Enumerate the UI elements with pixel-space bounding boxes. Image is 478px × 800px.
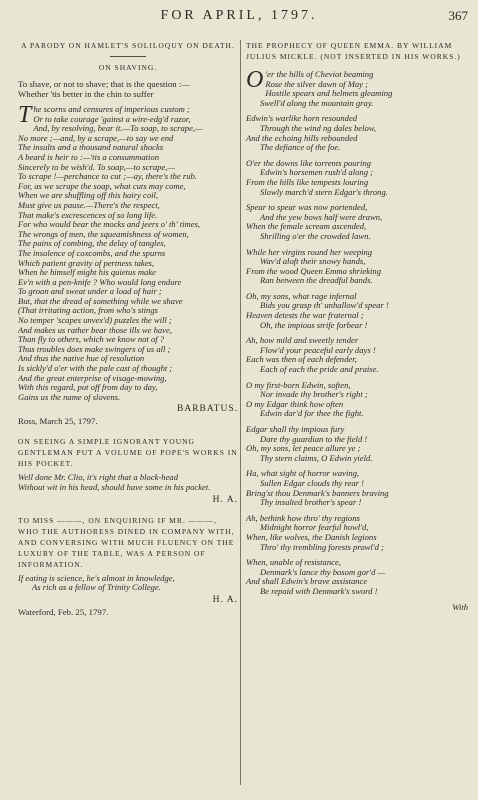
stanza [246,203,468,241]
right-column [246,40,468,612]
stanza-line: Dare thy guardian to the field ! [260,433,368,444]
stanza-line: Nor invade thy brother's right ; [260,389,368,400]
drop-cap: O [246,67,264,93]
prophecy-poem [246,67,468,597]
miss-poem [18,574,238,593]
stanza [246,425,468,463]
poem-line: The wrongs of men, the squeamishness of women, [18,228,189,239]
stanza-line: Ran between the dreadful bands. [260,275,373,286]
parody-title: A PARODY ON HAMLET'S SOLILOQUY ON DEATH. [21,41,235,50]
stanza-line: Hostile spears and helmets gleaming [265,88,393,99]
poem-line: When we are shuffling off this hairy coil, [18,190,159,201]
poem-line: Must give us pause.—There's the respect, [18,199,160,210]
stanza [246,514,468,552]
signature-ha-2: H. A. [212,594,238,605]
stanza-line: Thy stern claims, O Edwin yield. [260,452,373,463]
poem-line: Gains us the name of slovens. [18,391,121,402]
running-head: FOR APRIL, 1797. [160,8,318,23]
poem-line: When he himself might his quietus make [18,267,156,278]
stanza-line: Be repaid with Denmark's sword ! [260,585,378,596]
poem-line: No more ;—and, by a scrape,—to say we end [18,132,174,143]
poem-line: The insolence of coxcombs, and the spurns [18,247,166,258]
stanza-line: Sullen Edgar clouds thy rear ! [260,477,364,488]
epigram-title: ON SEEING A SIMPLE IGNORANT YOUNG GENTLEMAN PUT A VOLUME OF POPE'S WORKS IN HIS POCKET. [18,437,238,469]
poem-line: With this regard, put off from day to day, [18,382,158,393]
stanza [246,469,468,507]
stanza-line: Thro' thy trembling forests prowl'd ; [260,541,384,552]
poem-line: Is sickly'd o'er with the pale cast of thought ; [18,363,173,374]
on-shaving-heading: ON SHAVING. [98,63,158,72]
poem-line: For who would bear the mocks and jeers o' th' times, [18,219,200,230]
epigram [18,473,238,492]
miss-line: If eating is science, he's almost in knowledge, [18,572,175,583]
poem-line: The insults and a thousand natural shocks [18,142,164,153]
stanza-line: When, like wolves, the Danish legions [246,531,377,542]
drop-cap: T [18,102,32,128]
poem-line: For, as we scrape the soap, what cuts may come, [18,180,186,191]
stanza [246,336,468,374]
intro-line: Whether 'tis better in the chin to suffer [18,89,154,99]
prophecy-title: THE PROPHECY OF QUEEN EMMA. BY WILLIAM JULIUS MICKLE. (NOT INSERTED IN HIS WORKS.) [246,41,461,61]
poem-line: Thus troubles does make swingers of us all ; [18,343,171,354]
stanza [246,114,468,152]
intro-line: To shave, or not to shave; that is the question :— [18,79,191,89]
stanza-line: O my first-born Edwin, soften, [246,379,351,390]
stanza-line: Rose the silver dawn of May ; [265,78,368,89]
stanza-line: Swell'd along the mountain gray. [260,97,374,108]
stanza-line: From the wood Queen Emma shrieking [246,265,382,276]
stanza-line: O'er the downs like torrents pouring [246,157,371,168]
poem-line: And the great enterprise of visage-mowing, [18,372,167,383]
epigram-line: Well done Mr. Clio, it's right that a block-head [18,472,179,483]
stanza-line: Flow'd your peaceful early days ! [260,344,376,355]
stanza-line: Edwin's horsemen rush'd along ; [260,167,374,178]
stanza-line: Ha, what sight of horror waving, [246,468,360,479]
epigram-line: Without wit in his head, should have some in his pocket. [18,482,211,492]
stanza-line: From the hills like tempests louring [246,176,369,187]
stanza [246,67,468,108]
poem-line: Than fly to others, which we know not of ? [18,334,165,345]
stanza-line: O my Edgar think how often [246,398,344,409]
poem-line: That make's excrescences of so long life. [18,209,158,220]
poem-line: Which patient gravity of pertness takes, [18,257,155,268]
stanza [246,159,468,197]
dateline-waterford: Waterford, Feb. 25, 1797. [18,606,109,617]
stanza-line: Oh, my sons, let peace allure ye ; [246,443,361,454]
stanza [246,292,468,330]
miss-line: As rich as a fellow of Trinity College. [32,582,161,593]
intro-lines [18,79,238,99]
signature-barbatus: BARBATUS. [177,404,238,415]
stanza-line: Bids you grasp th' unhallow'd spear ! [260,300,389,311]
miss-title: TO MISS ———, ON ENQUIRING IF MR. ———, WHO THE AUTHORESS DINED IN COMPANY WITH, AND CONVERSING WITH MUCH FLUENCY ON THE LUXURY OF THE TABLE, WAS A PERSON OF INFORMATION. [18,515,235,569]
title-rule [110,56,146,57]
stanza-line: Thy insulted brother's spear ! [260,497,362,508]
stanza-line: Oh, my sons, what rage infernal [246,290,357,301]
stanza-line: The defiance of the foe. [260,142,341,153]
stanza-line: Each of each the pride and praise. [260,364,379,375]
poem-line: Sincerely to be wish'd. To soap,—to scrape,— [18,161,176,172]
stanza-line: Heaven detests the war fraternal ; [246,310,364,321]
stanza-line: Spear to spear was now portended, [246,202,368,213]
parody-poem [18,102,238,402]
stanza-line: Wav'd aloft their snowy hands, [260,256,366,267]
stanza-line: And the yew bows half were drawn, [260,211,383,222]
stanza-line: O 'er the hills of Cheviot beaming [246,67,374,93]
stanza [246,558,468,596]
stanza-line: Each was then of each defender, [246,354,357,365]
stanza-line: Edwin dar'd for thee the fight. [260,408,364,419]
stanza-line: Ah, bethink how thro' thy regions [246,512,360,523]
stanza-line: Edwin's warlike horn resounded [246,113,358,124]
stanza [246,381,468,419]
dateline-ross: Ross, March 25, 1797. [18,416,98,427]
poem-line: A beard is heir to :—'tis a consummation [18,151,160,162]
poem-line: And, by resolving, bear it.—To soap, to scrape,— [33,123,203,134]
left-column [18,40,238,617]
stanza-line: Bring'st thou Denmark's banners braving [246,487,389,498]
poem-line: No temper 'scapes unvex'd) puzzles the will ; [18,315,172,326]
stanza-line: Through the wind ng dales below, [260,122,377,133]
poem-line: But, that the dread of something while we shave [18,295,183,306]
page-header [0,8,478,30]
stanza-line: While her virgins round her weeping [246,246,373,257]
stanza-line: Oh, the impious strife forbear ! [260,319,368,330]
stanza-line: Edgar shall thy impious fury [246,424,345,434]
poem-line: And thus the native hue of resolution [18,353,145,364]
stanza-line: When, unable of resistance, [246,557,341,568]
stanza [246,248,468,286]
poem-line: (That irritating action, from who's stings [18,305,158,316]
poem-line: Ev'n with a pen-knife ? Who would long endure [18,276,182,287]
stanza-line: Slowly march'd stern Edgar's throng. [260,186,388,197]
stanza-line: Denmark's lance thy bosom gor'd — [260,566,386,577]
poem-line: And makes us rather bear those ills we have, [18,324,172,335]
signature-ha-1: H. A. [212,494,238,505]
stanza-line: And shall Edwin's brave assistance [246,576,368,587]
poem-line: To scrape !—perchance to cut ;—ay, there's the rub. [18,171,197,182]
poem-line: The scorns and censures of imperious custom ; [18,102,190,128]
poem-line: The pains of combing, the delay of tangles, [18,238,166,249]
stanza-line: When the female scream ascended, [246,221,367,232]
stanza-line: Midnight horror fearful howl'd, [260,522,369,533]
stanza-line: Ah, how mild and sweetly tender [246,335,359,346]
column-divider [240,40,241,785]
poem-line: Or to take courage 'gainst a wire-edg'd razor, [33,113,191,124]
poem-line: To groan and sweat under a load of hair ; [18,286,162,297]
catchword: With [452,601,468,612]
stanza-line: Shrilling o'er the crowded lawn. [260,230,371,241]
stanza-line: And the echoing hills rebounded [246,132,358,143]
page-number: 367 [448,8,468,23]
